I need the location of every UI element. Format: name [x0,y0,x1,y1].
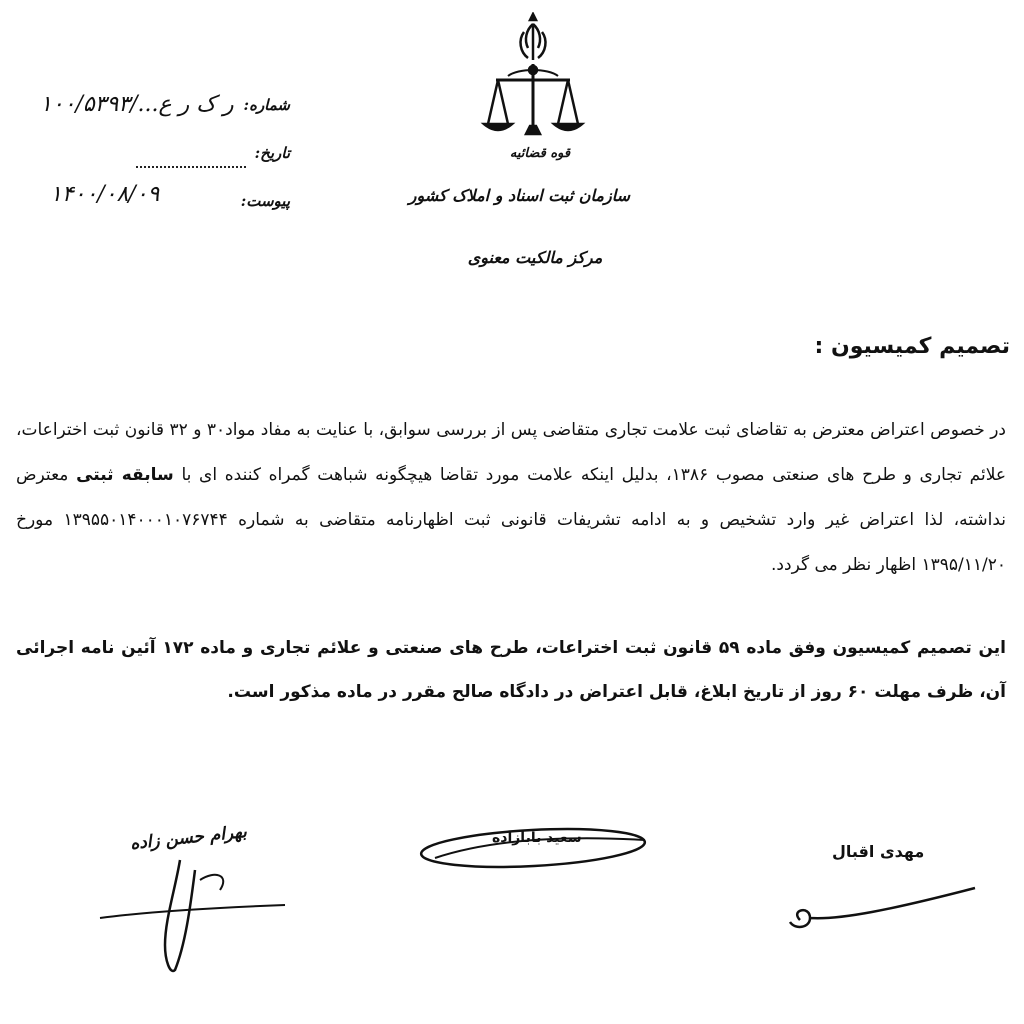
decision-paragraph-1 [16,408,1006,588]
signatory-name-eghbal: مهدی اقبال [832,842,925,861]
header-organization: سازمان ثبت اسناد و املاک کشور [408,186,630,205]
signatory-name-babazadeh: سعید بابازاده [492,830,582,846]
signature-babazadeh [415,818,655,888]
reference-date-dots [136,166,246,168]
reference-number-label: شماره: [243,96,290,114]
reference-date-label: تاریخ: [254,144,290,162]
signatory-name-hosseinzadeh: بهرام حسن زاده [129,821,248,855]
reference-attachment-row [30,182,290,220]
header-center: مرکز مالکیت معنوی [467,248,603,267]
reference-date-row [30,144,290,178]
decision-paragraph-1-bold: سابقه ثبتی [76,465,174,485]
decision-title: تصمیم کمیسیون : [814,334,1010,359]
reference-number-value: ۱۰۰/۵۳۹۳/...ر ک ر ع [40,92,234,117]
reference-date-value: ۱۴۰۰/۰۸/۰۹ [50,182,160,207]
signature-hosseinzadeh [95,850,295,980]
decision-paragraph-1-part-a: در خصوص اعتراض معترض به تقاضای ثبت علامت تجاری متقاضی پس از بررسی سوابق، با عنایت به مفاد مواد۳۰ و ۳۲ قانون ثبت اختراعات، علائم تجاری و طرح های صنعتی مصوب ۱۳۸۶، بدلیل اینکه علامت مورد تقاضا هیچگونه شباهت گمراه کننده ای با [16,420,1006,485]
header-judiciary: قوه قضائیه [509,146,571,161]
reference-attachment-label: پیوست: [240,192,290,210]
decision-paragraph-1-part-b: معترض نداشته، لذا اعتراض غیر وارد تشخیص و به ادامه تشریفات قانونی ثبت اظهارنامه متقاضی به شماره ۱۳۹۵۵۰۱۴۰۰۰۱۰۷۶۷۴۴ مورخ ۱۳۹۵/۱۱/۲۰ اظهار نظر می گردد. [16,465,1006,575]
reference-number-row [30,92,290,130]
decision-paragraph-2: این تصمیم کمیسیون وفق ماده ۵۹ قانون ثبت اختراعات، طرح های صنعتی و علائم تجاری و ماده ۱۷۲ آئین نامه اجرائی آن، ظرف مهلت ۶۰ روز از تاریخ ابلاغ، قابل اعتراض در دادگاه صالح مقرر در ماده مذکور است. [16,638,1007,702]
iran-emblem-scales-icon [478,12,588,144]
signature-eghbal [780,880,980,940]
